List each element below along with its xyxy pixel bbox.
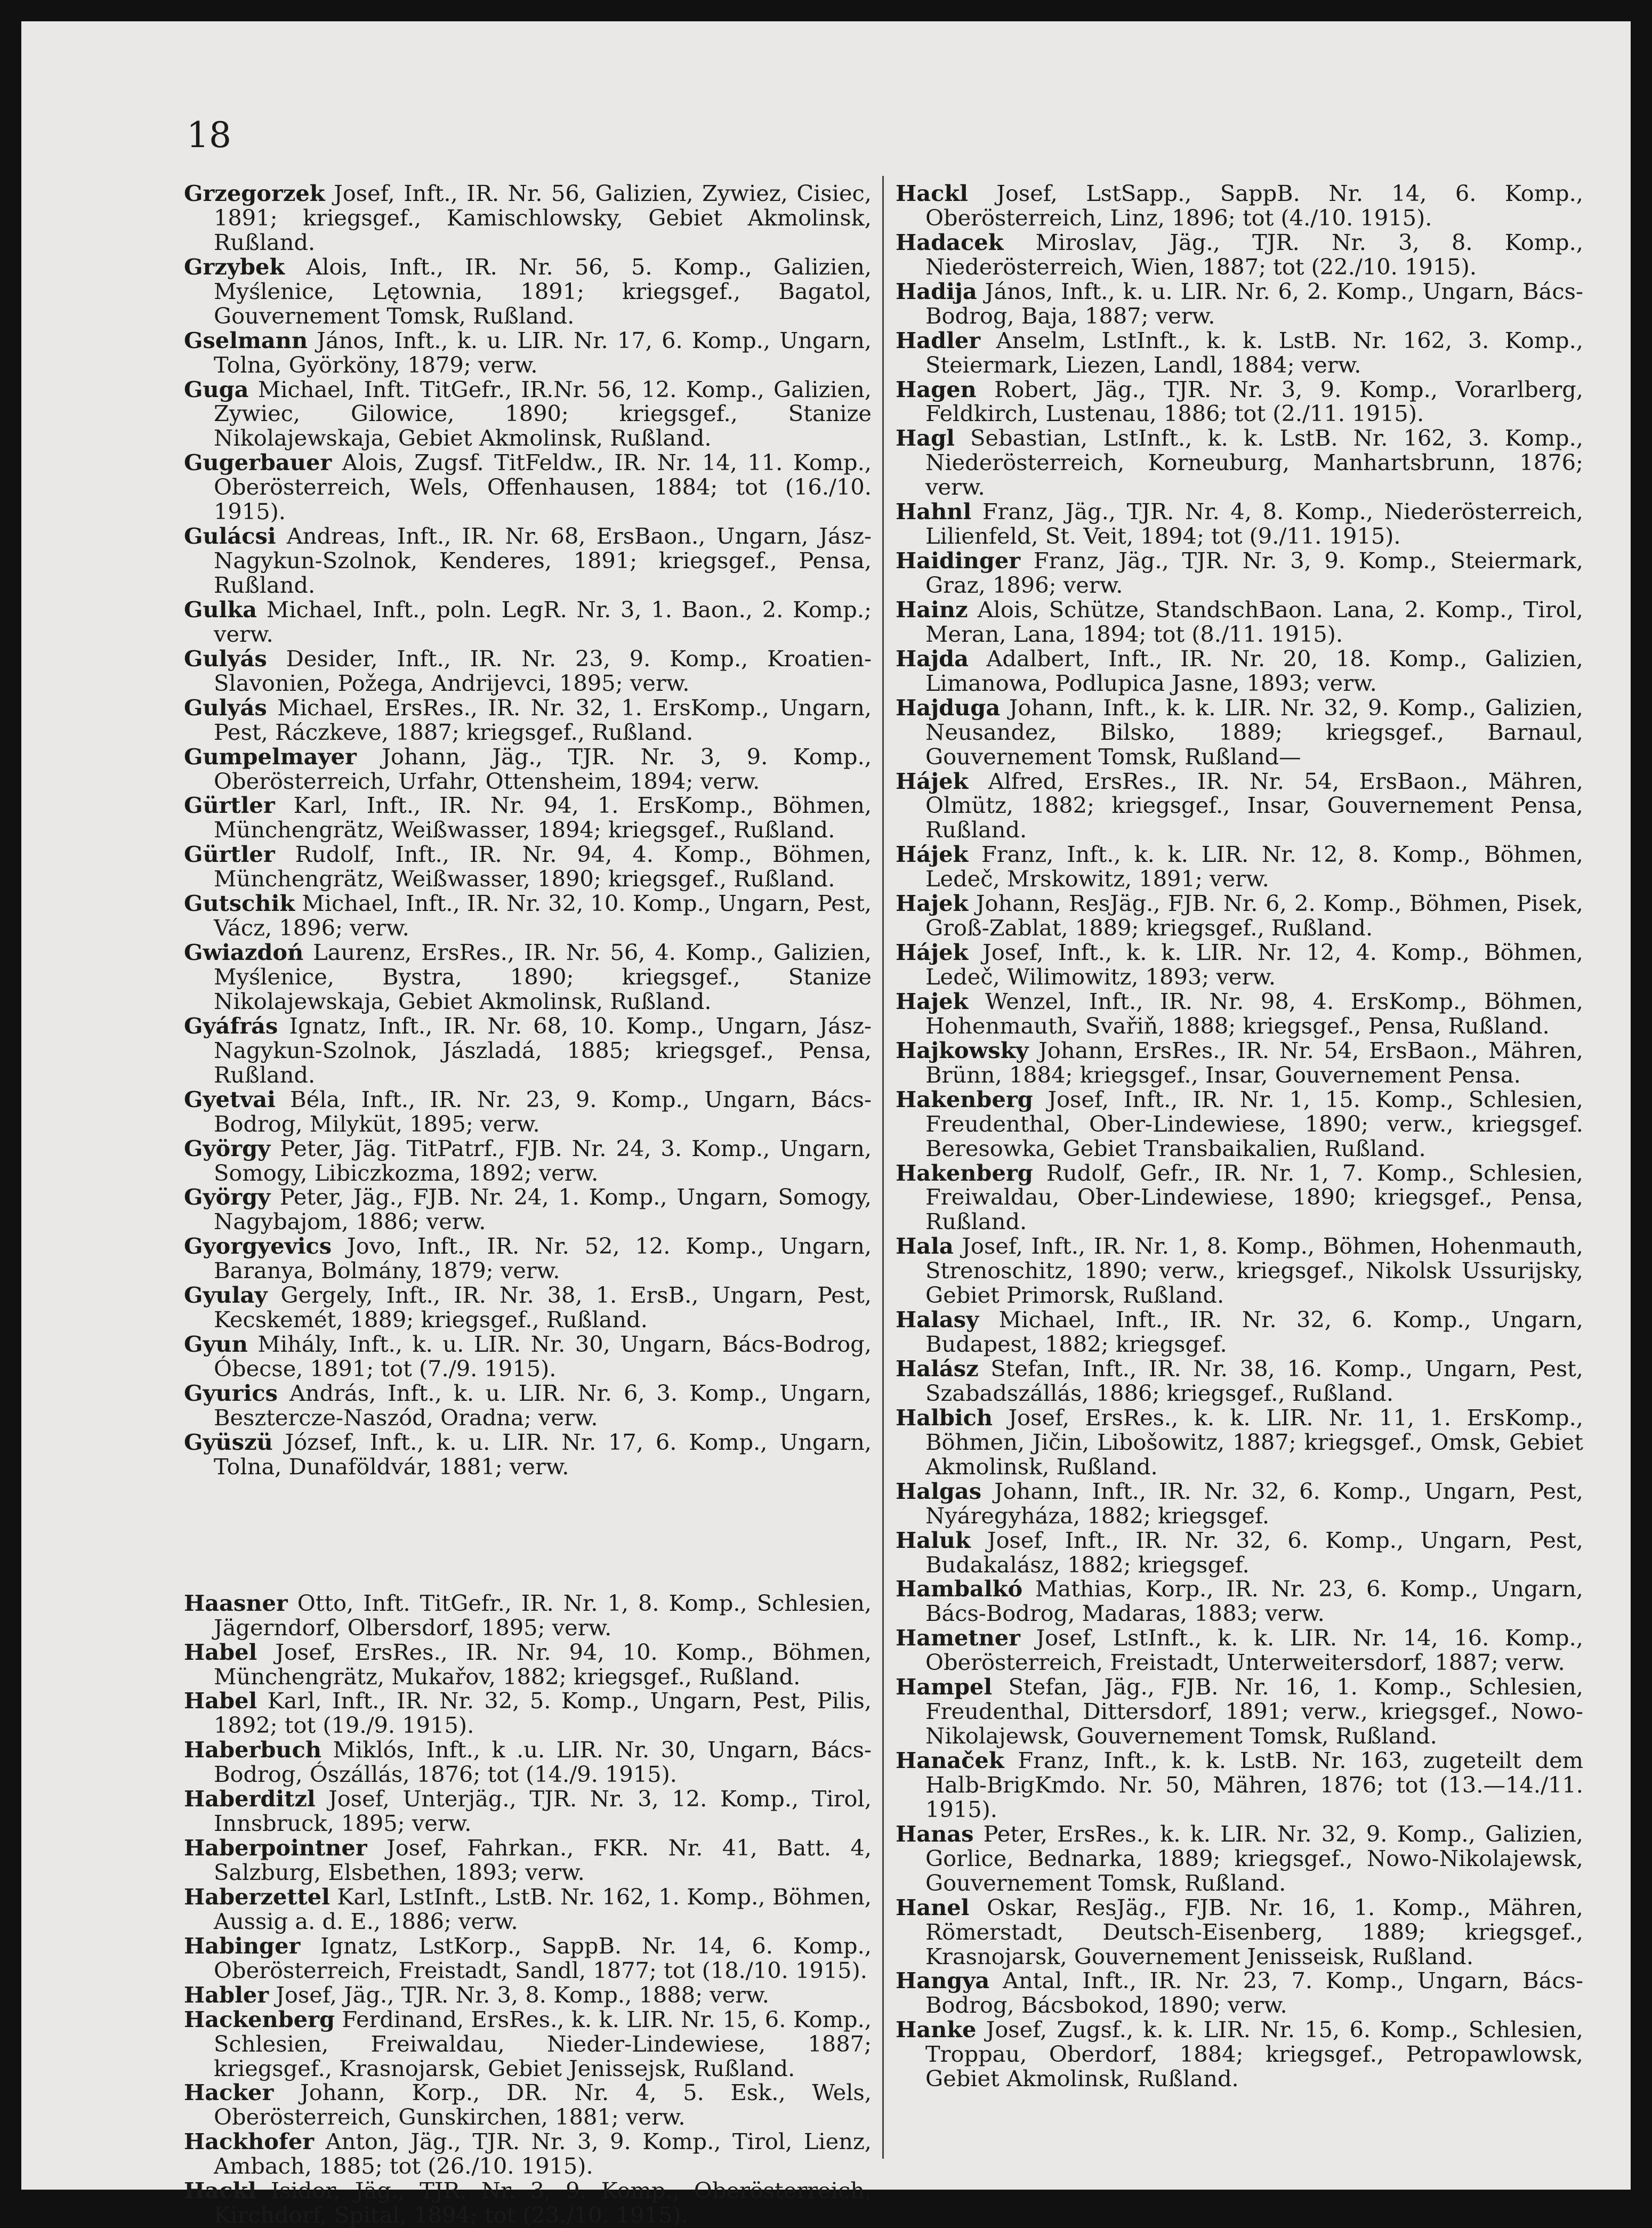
- entry-surname: Halasy: [896, 1306, 979, 1333]
- entry-surname: Hajduga: [896, 694, 1001, 721]
- entry-details: Stefan, Inft., IR. Nr. 38, 16. Komp., Ungarn, Pest, Szabadszállás, 1886; kriegsgef., Rußland.: [925, 1355, 1583, 1406]
- entry-surname: Haluk: [896, 1527, 971, 1553]
- register-entry: [184, 842, 872, 891]
- entry-surname: Hackl: [184, 2177, 256, 2204]
- entry-details: Laurenz, ErsRes., IR. Nr. 56, 4. Komp., Galizien, Myślenice, Bystra, 1890; kriegsgef., Stanize Nikolajewskaja, Gebiet Akmolinsk, Rußland.: [214, 939, 872, 1014]
- entry-surname: György: [184, 1135, 271, 1161]
- register-entry: [184, 181, 872, 255]
- entry-surname: Gutschik: [184, 890, 295, 917]
- entries-g-section: [184, 181, 872, 1479]
- entry-surname: Haberbuch: [184, 1737, 322, 1763]
- entry-surname: Hanaček: [896, 1747, 1004, 1773]
- register-entry: [184, 745, 872, 794]
- register-entry: [896, 1822, 1583, 1895]
- register-entry: [184, 1185, 872, 1234]
- register-entry: [184, 891, 872, 940]
- register-entry: [184, 793, 872, 842]
- register-entry: [896, 1626, 1583, 1675]
- entry-details: Peter, Jäg., FJB. Nr. 24, 1. Komp., Ungarn, Somogy, Nagybajom, 1886; verw.: [214, 1184, 872, 1235]
- register-entry: [896, 328, 1583, 377]
- entry-surname: Hacker: [184, 2079, 274, 2106]
- entry-details: Anton, Jäg., TJR. Nr. 3, 9. Komp., Tirol, Lienz, Ambach, 1885; tot (26./10. 1915).: [214, 2128, 872, 2179]
- entry-details: Alois, Zugsf. TitFeldw., IR. Nr. 14, 11. Komp., Oberösterreich, Wels, Offenhausen, 1884; tot (16./10. 1915).: [214, 449, 872, 525]
- left-column: [184, 181, 872, 2227]
- entry-surname: Habler: [184, 1981, 269, 2008]
- entry-details: Adalbert, Inft., IR. Nr. 20, 18. Komp., Galizien, Limanowa, Podlupica Jasne, 1893; verw.: [925, 645, 1583, 696]
- entry-surname: Gumpelmayer: [184, 743, 357, 770]
- entry-details: Josef, LstInft., k. k. LIR. Nr. 14, 16. Komp., Oberösterreich, Freistadt, Unterweitersdorf, 1887; verw.: [925, 1625, 1583, 1676]
- entry-details: Alfred, ErsRes., IR. Nr. 54, ErsBaon., Mähren, Olmütz, 1882; kriegsgef., Insar, Gouvernement Pensa, Rußland.: [925, 768, 1583, 843]
- register-entry: [896, 647, 1583, 696]
- entry-surname: Hackhofer: [184, 2128, 315, 2155]
- entry-details: Ignatz, Inft., IR. Nr. 68, 10. Komp., Ungarn, Jász-Nagykun-Szolnok, Jászladá, 1885; kriegsgef., Pensa, Rußland.: [214, 1012, 872, 1088]
- register-entry: [184, 1332, 872, 1381]
- entry-details: Mihály, Inft., k. u. LIR. Nr. 30, Ungarn, Bács-Bodrog, Óbecse, 1891; tot (7./9. 1915).: [214, 1331, 872, 1382]
- entry-surname: Gulyás: [184, 694, 267, 721]
- entries-h-section: [184, 1591, 872, 2227]
- entry-surname: Hahnl: [896, 498, 972, 525]
- entry-surname: Hampel: [896, 1674, 993, 1700]
- entry-details: Josef, Zugsf., k. k. LIR. Nr. 15, 6. Komp., Schlesien, Troppau, Oberdorf, 1884; kriegsgef., Petropawlowsk, Gebiet Akmolinsk, Rußland.: [925, 2016, 1583, 2092]
- register-entry: [184, 1430, 872, 1479]
- entry-surname: Gulácsi: [184, 523, 276, 550]
- entry-details: Ferdinand, ErsRes., k. k. LIR. Nr. 15, 6. Komp., Schlesien, Freiwaldau, Nieder-Lindewiese, 1887; kriegsgef., Krasnojarsk, Gebiet Jenissejsk, Rußland.: [214, 2006, 872, 2081]
- register-entry: [184, 1234, 872, 1283]
- register-entry: [896, 377, 1583, 426]
- entry-details: Josef, Inft., IR. Nr. 32, 6. Komp., Ungarn, Pest, Budakalász, 1882; kriegsgef.: [925, 1527, 1583, 1578]
- entry-surname: Haberzettel: [184, 1883, 330, 1910]
- entry-surname: Hájek: [896, 939, 969, 966]
- entry-details: Josef, Unterjäg., TJR. Nr. 3, 12. Komp., Tirol, Innsbruck, 1895; verw.: [214, 1786, 872, 1837]
- entry-surname: Gyáfrás: [184, 1012, 278, 1039]
- register-entry: [896, 1161, 1583, 1234]
- entry-surname: Haasner: [184, 1589, 288, 1616]
- entry-details: Johann, ResJäg., FJB. Nr. 6, 2. Komp., Böhmen, Pisek, Groß-Zablat, 1889; kriegsgef., Rußland.: [925, 890, 1583, 941]
- register-entry: [896, 181, 1583, 230]
- entry-details: Ignatz, LstKorp., SappB. Nr. 14, 6. Komp., Oberösterreich, Freistadt, Sandl, 1877; tot (18./10. 1915).: [214, 1932, 872, 1983]
- entry-details: Michael, Inft., poln. LegR. Nr. 3, 1. Baon., 2. Komp.; verw.: [214, 596, 872, 647]
- register-entry: [184, 2178, 872, 2227]
- register-entry: [184, 1136, 872, 1185]
- register-entry: [896, 1528, 1583, 1577]
- entry-surname: Gyulay: [184, 1282, 268, 1309]
- entry-surname: Gyun: [184, 1331, 248, 1358]
- entry-surname: Grzybek: [184, 253, 285, 280]
- register-entry: [896, 1406, 1583, 1479]
- entry-details: Josef, ErsRes., IR. Nr. 94, 10. Komp., Böhmen, Münchengrätz, Mukařov, 1882; kriegsgef., Rußland.: [214, 1638, 872, 1690]
- entry-surname: György: [184, 1184, 271, 1210]
- entry-surname: Halbich: [896, 1404, 993, 1431]
- register-entry: [896, 696, 1583, 769]
- entry-details: Robert, Jäg., TJR. Nr. 3, 9. Komp., Vorarlberg, Feldkirch, Lustenau, 1886; tot (2./11. 1915).: [925, 376, 1583, 427]
- entry-surname: Hajek: [896, 988, 969, 1014]
- entry-surname: Guga: [184, 376, 249, 402]
- entry-details: Desider, Inft., IR. Nr. 23, 9. Komp., Kroatien-Slavonien, Požega, Andrijevci, 1895; verw.: [214, 645, 872, 696]
- entry-surname: Hanel: [896, 1894, 970, 1920]
- entry-surname: Gulka: [184, 596, 257, 623]
- entry-details: Miklós, Inft., k .u. LIR. Nr. 30, Ungarn, Bács-Bodrog, Ószállás, 1876; tot (14./9. 1915).: [214, 1737, 872, 1788]
- register-entry: [184, 1283, 872, 1332]
- entry-details: János, Inft., k. u. LIR. Nr. 6, 2. Komp., Ungarn, Bács-Bodrog, Baja, 1887; verw.: [925, 278, 1583, 329]
- register-entry: [184, 1983, 872, 2007]
- entry-details: János, Inft., k. u. LIR. Nr. 17, 6. Komp., Ungarn, Tolna, Györköny, 1879; verw.: [214, 327, 872, 378]
- entry-details: Michael, Inft. TitGefr., IR.Nr. 56, 12. Komp., Galizien, Zywiec, Gilowice, 1890; kriegsgef., Stanize Nikolajewskaja, Gebiet Akmolinsk, Rußland.: [214, 376, 872, 451]
- register-entry: [896, 1038, 1583, 1087]
- page-number: 18: [187, 115, 231, 156]
- entry-details: Sebastian, LstInft., k. k. LstB. Nr. 162, 3. Komp., Niederösterreich, Korneuburg, Manhartsbrunn, 1876; verw.: [925, 425, 1583, 501]
- register-entry: [896, 230, 1583, 279]
- entry-details: Rudolf, Inft., IR. Nr. 94, 4. Komp., Böhmen, Münchengrätz, Weißwasser, 1890; kriegsgef., Rußland.: [214, 841, 872, 892]
- entry-details: József, Inft., k. u. LIR. Nr. 17, 6. Komp., Ungarn, Tolna, Dunaföldvár, 1881; verw.: [214, 1428, 872, 1480]
- entry-details: Jovo, Inft., IR. Nr. 52, 12. Komp., Ungarn, Baranya, Bolmány, 1879; verw.: [214, 1233, 872, 1284]
- register-entry: [896, 1675, 1583, 1748]
- entry-details: Otto, Inft. TitGefr., IR. Nr. 1, 8. Komp., Schlesien, Jägerndorf, Olbersdorf, 1895; verw.: [214, 1589, 872, 1641]
- entry-surname: Hakenberg: [896, 1086, 1033, 1112]
- entry-surname: Hametner: [896, 1625, 1021, 1651]
- entry-details: Karl, Inft., IR. Nr. 94, 1. ErsKomp., Böhmen, Münchengrätz, Weißwasser, 1894; kriegsgef., Rußland.: [214, 792, 872, 843]
- entry-surname: Halász: [896, 1355, 979, 1382]
- entry-surname: Gselmann: [184, 327, 308, 353]
- entry-details: Karl, LstInft., LstB. Nr. 162, 1. Komp., Böhmen, Aussig a. d. E., 1886; verw.: [214, 1883, 872, 1934]
- entry-surname: Hadler: [896, 327, 981, 353]
- register-entry: [184, 1787, 872, 1836]
- entry-details: Antal, Inft., IR. Nr. 23, 7. Komp., Ungarn, Bács-Bodrog, Bácsbokod, 1890; verw.: [925, 1967, 1583, 2019]
- entry-surname: Hajek: [896, 890, 969, 917]
- register-entry: [896, 1748, 1583, 1822]
- entries-h-continued: [896, 181, 1583, 2091]
- entry-details: Béla, Inft., IR. Nr. 23, 9. Komp., Ungarn, Bács-Bodrog, Milyküt, 1895; verw.: [214, 1086, 872, 1137]
- register-entry: [184, 1934, 872, 1983]
- entry-details: Johann, Inft., IR. Nr. 32, 6. Komp., Ungarn, Pest, Nyáregyháza, 1882; kriegsgef.: [925, 1478, 1583, 1529]
- register-entry: [184, 328, 872, 377]
- entry-details: Franz, Jäg., TJR. Nr. 4, 8. Komp., Niederösterreich, Lilienfeld, St. Veit, 1894; tot (9./11. 1915).: [925, 498, 1583, 550]
- register-entry: [896, 1087, 1583, 1161]
- register-entry: [896, 989, 1583, 1038]
- entry-surname: Gyetvai: [184, 1086, 276, 1112]
- entry-surname: Hainz: [896, 596, 968, 623]
- register-entry: [896, 842, 1583, 891]
- entry-surname: Hangya: [896, 1967, 990, 1994]
- entry-surname: Hájek: [896, 841, 969, 868]
- entry-details: Johann, Inft., k. k. LIR. Nr. 32, 9. Komp., Galizien, Neusandez, Bilsko, 1889; kriegsgef., Barnaul, Gouvernement Tomsk, Rußland—: [925, 694, 1583, 770]
- entry-details: Michael, ErsRes., IR. Nr. 32, 1. ErsKomp., Ungarn, Pest, Ráczkeve, 1887; kriegsgef., Rußland.: [214, 694, 872, 745]
- entry-surname: Hanke: [896, 2016, 977, 2043]
- entry-details: Peter, ErsRes., k. k. LIR. Nr. 32, 9. Komp., Galizien, Gorlice, Bednarka, 1889; kriegsgef., Nowo-Nikolajewsk, Gouvernement Tomsk, Rußland.: [925, 1820, 1583, 1896]
- register-entry: [896, 1479, 1583, 1528]
- register-entry: [896, 2017, 1583, 2091]
- entry-details: Miroslav, Jäg., TJR. Nr. 3, 8. Komp., Niederösterreich, Wien, 1887; tot (22./10. 1915).: [925, 229, 1583, 280]
- entry-surname: Haidinger: [896, 547, 1021, 574]
- register-entry: [896, 1895, 1583, 1969]
- entry-details: Josef, Jäg., TJR. Nr. 3, 8. Komp., 1888; verw.: [269, 1981, 769, 2008]
- register-entry: [896, 548, 1583, 598]
- document-page: [21, 21, 1631, 2228]
- entry-details: Oskar, ResJäg., FJB. Nr. 16, 1. Komp., Mähren, Römerstadt, Deutsch-Eisenberg, 1889; kriegsgef., Krasnojarsk, Gouvernement Jenisseisk, Rußland.: [925, 1894, 1583, 1969]
- entry-surname: Grzegorzek: [184, 180, 325, 206]
- register-entry: [184, 1591, 872, 1640]
- entry-surname: Hagen: [896, 376, 977, 402]
- register-entry: [184, 1885, 872, 1934]
- register-entry: [184, 1381, 872, 1430]
- register-entry: [184, 1689, 872, 1738]
- register-entry: [896, 1968, 1583, 2017]
- register-entry: [896, 940, 1583, 989]
- entry-surname: Haberditzl: [184, 1786, 316, 1812]
- entry-details: Alois, Inft., IR. Nr. 56, 5. Komp., Galizien, Myślenice, Lętownia, 1891; kriegsgef., Bagatol, Gouvernement Tomsk, Rußland.: [214, 253, 872, 329]
- entry-details: Franz, Inft., k. k. LIR. Nr. 12, 8. Komp., Böhmen, Ledeč, Mrskowitz, 1891; verw.: [925, 841, 1583, 892]
- entry-surname: Hackenberg: [184, 2006, 335, 2032]
- register-entry: [184, 940, 872, 1014]
- entry-surname: Gürtler: [184, 841, 275, 868]
- register-entry: [184, 696, 872, 745]
- entry-surname: Gyüszü: [184, 1428, 273, 1455]
- entry-surname: Hala: [896, 1233, 954, 1260]
- register-entry: [896, 1307, 1583, 1357]
- entry-surname: Hajda: [896, 645, 969, 672]
- register-entry: [896, 279, 1583, 328]
- section-gap: [184, 1479, 872, 1591]
- entry-surname: Haberpointner: [184, 1835, 367, 1861]
- register-entry: [896, 499, 1583, 548]
- entry-surname: Hackl: [896, 180, 968, 206]
- entry-details: Josef, Inft., k. k. LIR. Nr. 12, 4. Komp., Böhmen, Ledeč, Wilimowitz, 1893; verw.: [925, 939, 1583, 990]
- entry-surname: Hajkowsky: [896, 1037, 1029, 1063]
- entry-surname: Habinger: [184, 1932, 301, 1959]
- entry-details: András, Inft., k. u. LIR. Nr. 6, 3. Komp., Ungarn, Beszterczе-Naszód, Oradna; verw.: [214, 1379, 872, 1431]
- register-entry: [184, 1087, 872, 1136]
- entry-details: Michael, Inft., IR. Nr. 32, 6. Komp., Ungarn, Budapest, 1882; kriegsgef.: [925, 1306, 1583, 1358]
- right-column: [896, 181, 1583, 2091]
- register-entry: [184, 1738, 872, 1787]
- entry-details: Josef, Inft., IR. Nr. 1, 8. Komp., Böhmen, Hohenmauth, Strenoschitz, 1890; verw., kriegsgef., Nikolsk Ussurijsky, Gebiet Primorsk, Rußland.: [925, 1233, 1583, 1309]
- entry-details: Franz, Jäg., TJR. Nr. 3, 9. Komp., Steiermark, Graz, 1896; verw.: [925, 547, 1583, 598]
- entry-surname: Habel: [184, 1638, 257, 1665]
- entry-details: Josef, ErsRes., k. k. LIR. Nr. 11, 1. ErsKomp., Böhmen, Jičin, Libošowitz, 1887; kriegsgef., Omsk, Gebiet Akmolinsk, Rußland.: [925, 1404, 1583, 1480]
- register-entry: [184, 647, 872, 696]
- entry-surname: Hájek: [896, 768, 969, 794]
- entry-details: Josef, LstSapp., SappB. Nr. 14, 6. Komp., Oberösterreich, Linz, 1896; tot (4./10. 1915).: [925, 180, 1583, 231]
- entry-surname: Hadija: [896, 278, 977, 304]
- entry-details: Andreas, Inft., IR. Nr. 68, ErsBaon., Ungarn, Jász-Nagykun-Szolnok, Kenderes, 1891; kriegsgef., Pensa, Rußland.: [214, 523, 872, 598]
- entry-details: Peter, Jäg. TitPatrf., FJB. Nr. 24, 3. Komp., Ungarn, Somogy, Libiczkozma, 1892; verw.: [214, 1135, 872, 1186]
- entry-details: Karl, Inft., IR. Nr. 32, 5. Komp., Ungarn, Pest, Pilis, 1892; tot (19./9. 1915).: [214, 1688, 872, 1739]
- register-entry: [896, 598, 1583, 647]
- register-entry: [896, 769, 1583, 843]
- entry-surname: Gyorgyevics: [184, 1233, 332, 1260]
- entry-surname: Gwiazdoń: [184, 939, 304, 966]
- entry-surname: Hadacek: [896, 229, 1004, 255]
- register-entry: [184, 2007, 872, 2081]
- register-entry: [184, 377, 872, 451]
- entry-surname: Habel: [184, 1688, 257, 1714]
- entry-details: Rudolf, Gefr., IR. Nr. 1, 7. Komp., Schlesien, Freiwaldau, Ober-Lindewiese, 1890; kriegsgef., Pensa, Rußland.: [925, 1159, 1583, 1235]
- register-entry: [184, 2129, 872, 2178]
- entry-details: Gergely, Inft., IR. Nr. 38, 1. ErsB., Ungarn, Pest, Kecskemét, 1889; kriegsgef., Rußland.: [214, 1282, 872, 1333]
- entry-details: Stefan, Jäg., FJB. Nr. 16, 1. Komp., Schlesien, Freudenthal, Dittersdorf, 1891; verw., kriegsgef., Nowo-Nikolajewsk, Gouvernement Tomsk, Rußland.: [925, 1674, 1583, 1749]
- entry-surname: Gyurics: [184, 1379, 278, 1406]
- entry-details: Johann, ErsRes., IR. Nr. 54, ErsBaon., Mähren, Brünn, 1884; kriegsgef., Insar, Gouvernement Pensa.: [925, 1037, 1583, 1088]
- entry-surname: Gulyás: [184, 645, 267, 672]
- entry-details: Johann, Jäg., TJR. Nr. 3, 9. Komp., Oberösterreich, Urfahr, Ottensheim, 1894; verw.: [214, 743, 872, 794]
- entry-surname: Gugerbauer: [184, 449, 332, 476]
- register-entry: [184, 524, 872, 598]
- entry-details: Wenzel, Inft., IR. Nr. 98, 4. ErsKomp., Böhmen, Hohenmauth, Svařiň, 1888; kriegsgef., Pensa, Rußland.: [925, 988, 1583, 1039]
- entry-details: Josef, Fahrkan., FKR. Nr. 41, Batt. 4, Salzburg, Elsbethen, 1893; verw.: [214, 1835, 872, 1885]
- entry-details: Alois, Schütze, StandschBaon. Lana, 2. Komp., Tirol, Meran, Lana, 1894; tot (8./11. 1915).: [925, 596, 1583, 647]
- register-entry: [184, 450, 872, 524]
- register-entry: [184, 2080, 872, 2129]
- register-entry: [184, 1640, 872, 1689]
- entry-details: Anselm, LstInft., k. k. LstB. Nr. 162, 3. Komp., Steiermark, Liezen, Landl, 1884; verw.: [925, 327, 1583, 378]
- entry-details: Josef, Inft., IR. Nr. 56, Galizien, Zywiez, Cisiec, 1891; kriegsgef., Kamischlowsky, Gebiet Akmolinsk, Rußland.: [214, 180, 872, 255]
- register-entry: [896, 1234, 1583, 1307]
- entry-surname: Gürtler: [184, 792, 275, 819]
- entry-surname: Hambalkó: [896, 1576, 1023, 1602]
- entry-details: Johann, Korp., DR. Nr. 4, 5. Esk., Wels, Oberösterreich, Gunskirchen, 1881; verw.: [214, 2079, 872, 2130]
- register-entry: [184, 598, 872, 647]
- register-entry: [184, 255, 872, 328]
- register-entry: [184, 1014, 872, 1087]
- entry-details: Franz, Inft., k. k. LstB. Nr. 163, zugeteilt dem Halb-BrigKmdo. Nr. 50, Mähren, 1876; tot (13.—14./11. 1915).: [925, 1747, 1583, 1822]
- entry-surname: Hanas: [896, 1820, 974, 1847]
- entry-details: Mathias, Korp., IR. Nr. 23, 6. Komp., Ungarn, Bács-Bodrog, Madaras, 1883; verw.: [925, 1576, 1583, 1627]
- register-entry: [896, 1577, 1583, 1626]
- column-divider: [882, 176, 884, 2159]
- register-entry: [896, 891, 1583, 940]
- register-entry: [896, 426, 1583, 499]
- register-entry: [184, 1836, 872, 1885]
- entry-details: Michael, Inft., IR. Nr. 32, 10. Komp., Ungarn, Pest, Vácz, 1896; verw.: [214, 890, 872, 941]
- entry-surname: Hakenberg: [896, 1159, 1033, 1186]
- entry-surname: Hagl: [896, 425, 955, 451]
- entry-details: Josef, Inft., IR. Nr. 1, 15. Komp., Schlesien, Freudenthal, Ober-Lindewiese, 1890; verw., kriegsgef. Beresowka, Gebiet Transbaikalien, Rußland.: [925, 1086, 1583, 1161]
- register-entry: [896, 1357, 1583, 1406]
- entry-surname: Halgas: [896, 1478, 982, 1504]
- entry-details: Isidor, Jäg., TJR. Nr. 3, 9. Komp., Oberösterreich, Kirchdorf, Spital, 1894; tot (23./10. 1915).: [214, 2177, 872, 2228]
